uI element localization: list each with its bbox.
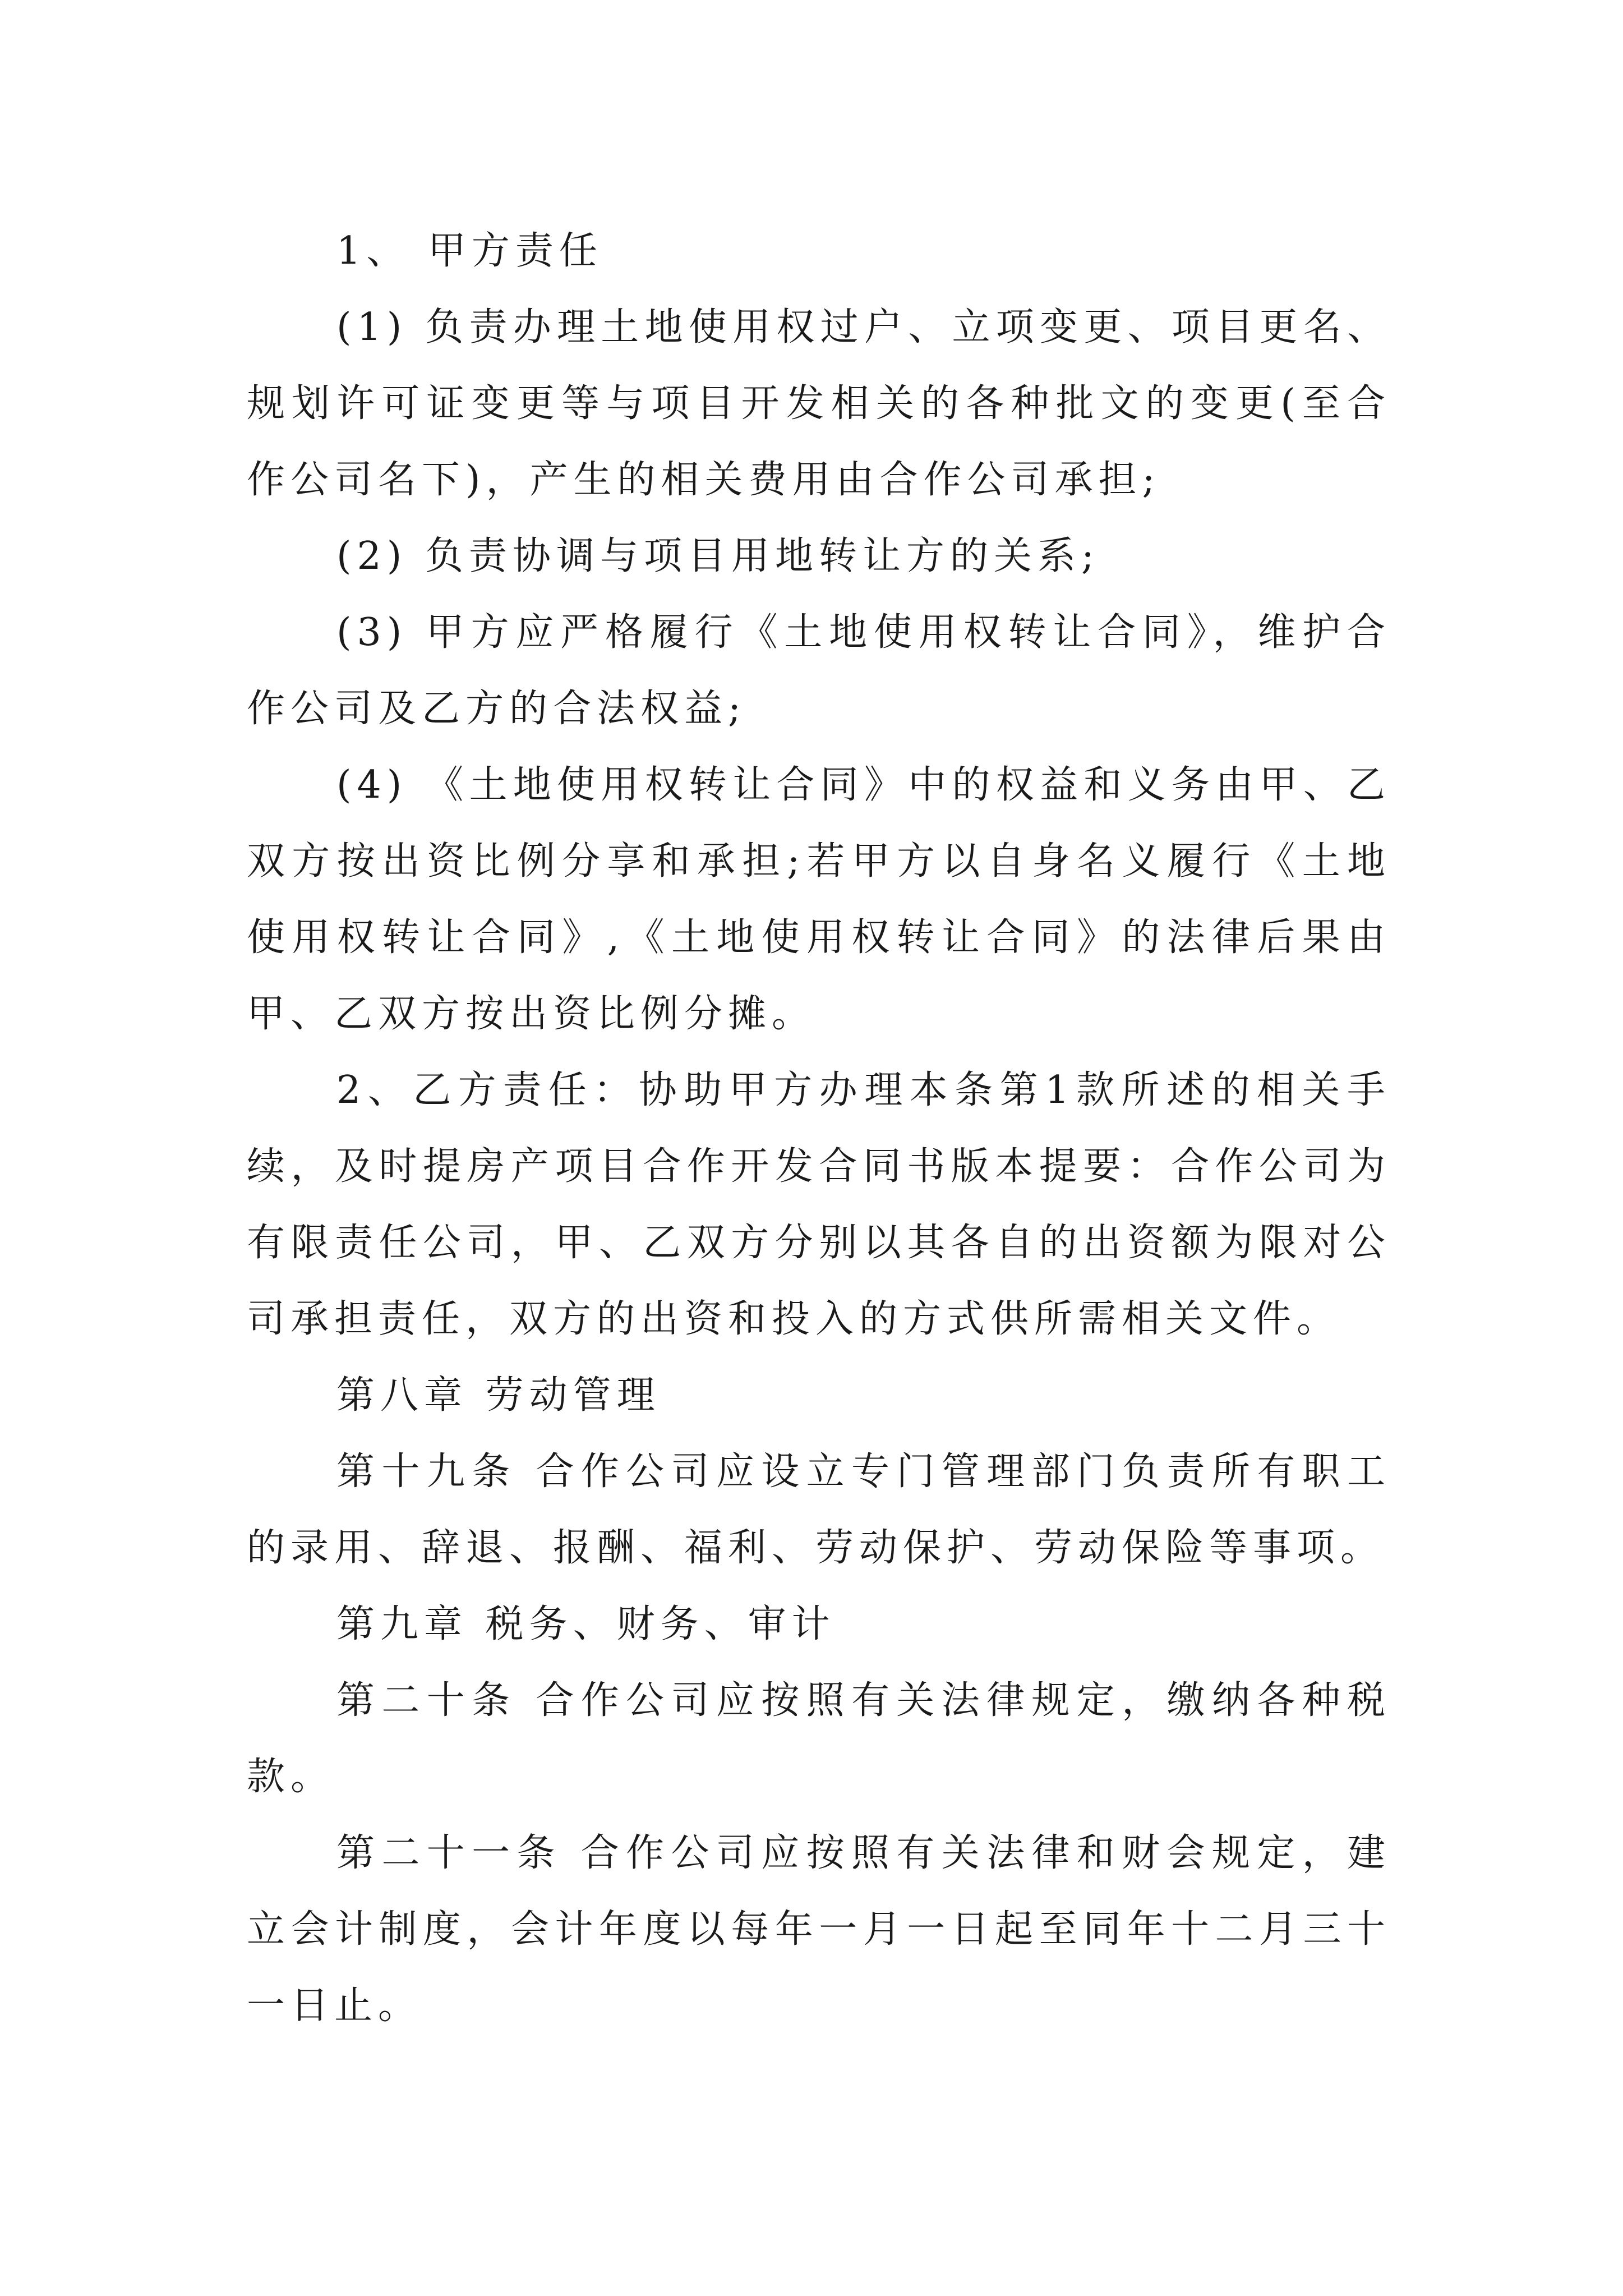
paragraph-party-a-item-3: (3) 甲方应严格履行《土地使用权转让合同》，维护合作公司及乙方的合法权益; [247, 610, 1391, 731]
article-21: 第二十一条 合作公司应按照有关法律和财会规定，建立会计制度，会计年度以每年一月一日起至同年十二月三十一日止。 [247, 1831, 1391, 2028]
paragraph-party-a-item-1: (1) 负责办理土地使用权过户、立项变更、项目更名、规划许可证变更等与项目开发相关的各种批文的变更(至合作公司名下)，产生的相关费用由合作公司承担; [247, 305, 1391, 502]
article-20: 第二十条 合作公司应按照有关法律规定，缴纳各种税款。 [247, 1678, 1391, 1799]
chapter-9-heading: 第九章 税务、财务、审计 [336, 1602, 836, 1646]
document-body [247, 213, 1391, 2044]
paragraph-party-a-heading: 1、 甲方责任 [336, 229, 603, 273]
chapter-8-heading: 第八章 劳动管理 [336, 1373, 661, 1418]
paragraph-party-a-item-4: (4) 《土地使用权转让合同》中的权益和义务由甲、乙双方按出资比例分享和承担;若甲方以自身名义履行《土地使用权转让合同》,《土地使用权转让合同》的法律后果由甲、乙双方按出资比例分摊。 [247, 763, 1391, 1036]
article-19: 第十九条 合作公司应设立专门管理部门负责所有职工的录用、辞退、报酬、福利、劳动保护、劳动保险等事项。 [247, 1450, 1391, 1570]
paragraph-party-b: 2、乙方责任：协助甲方办理本条第1款所述的相关手续，及时提房产项目合作开发合同书版本提要：合作公司为有限责任公司，甲、乙双方分别以其各自的出资额为限对公司承担责任，双方的出资和投入的方式供所需相关文件。 [247, 1068, 1391, 1341]
paragraph-party-a-item-2: (2) 负责协调与项目用地转让方的关系; [336, 534, 1100, 578]
